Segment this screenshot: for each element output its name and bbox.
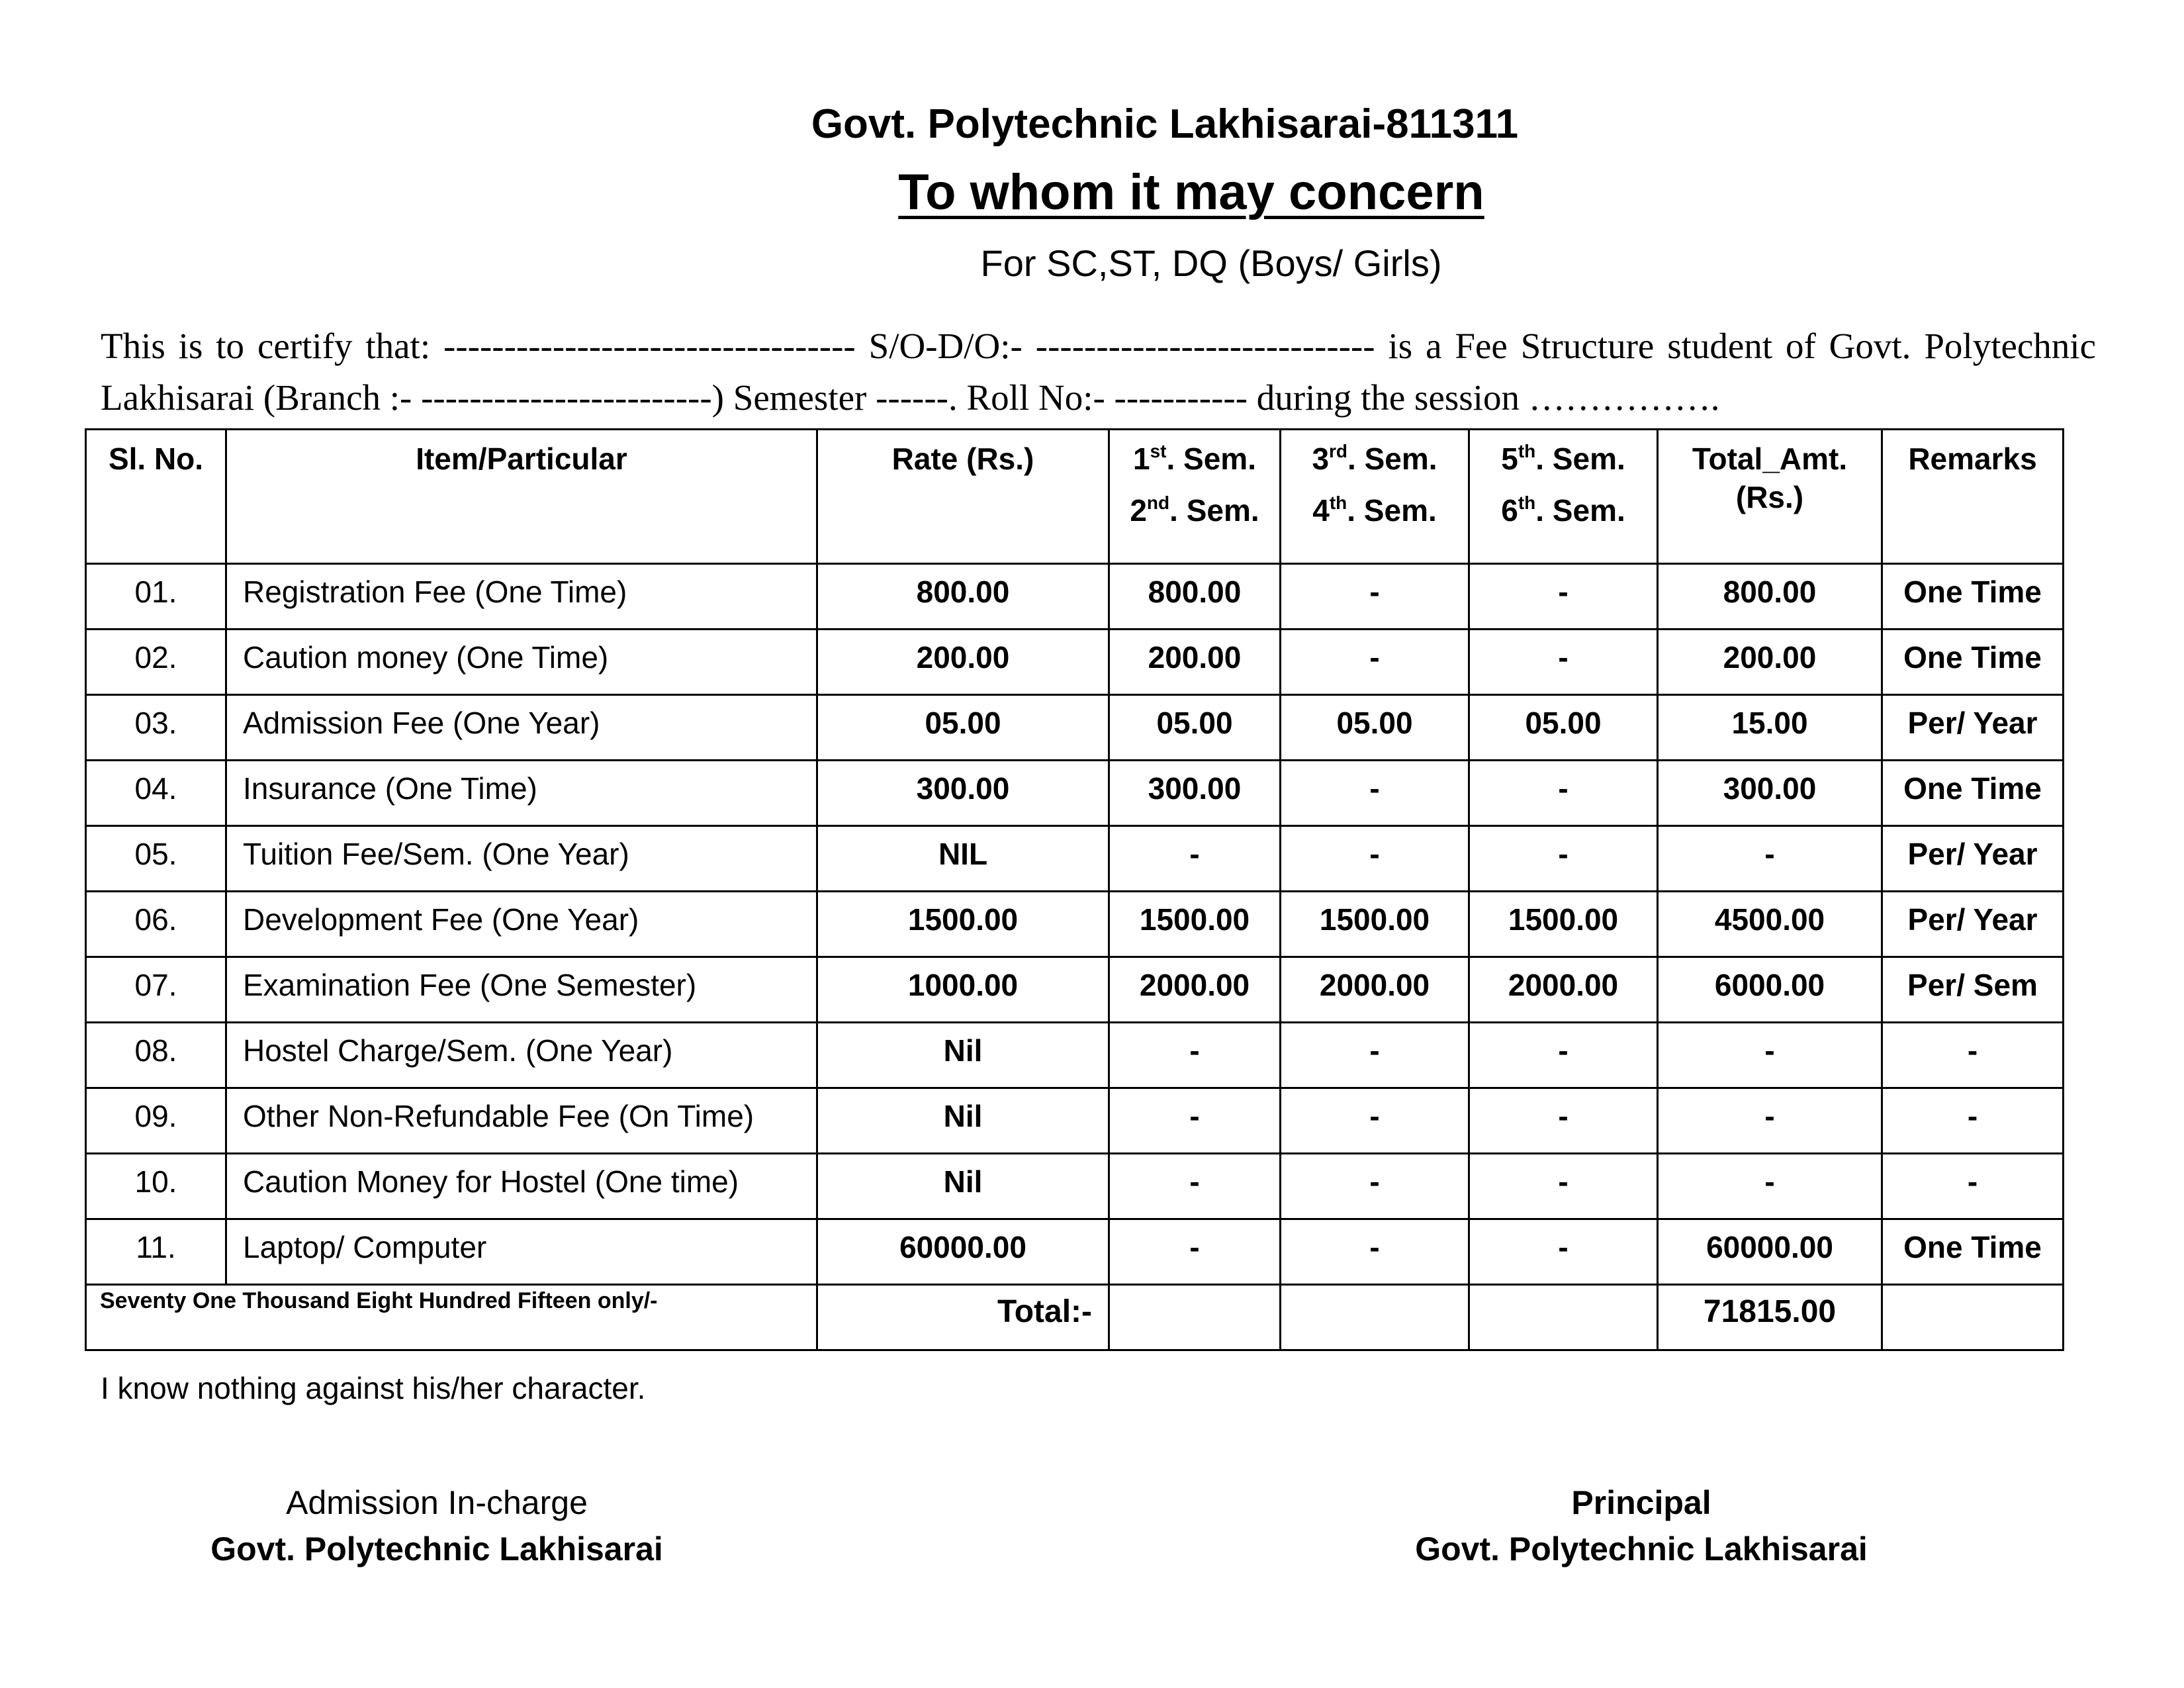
header-sem-5-6: 5th. Sem. 6th. Sem. xyxy=(1469,430,1658,564)
cell-sem-1-2: - xyxy=(1109,1023,1281,1088)
header-slno: Sl. No. xyxy=(86,430,226,564)
table-header-row xyxy=(86,430,2064,564)
table-row xyxy=(86,761,2064,826)
table-row xyxy=(86,826,2064,892)
cell-rate: 1000.00 xyxy=(817,957,1109,1023)
cell-sem-3-4: 1500.00 xyxy=(1281,892,1469,957)
total-empty-cell xyxy=(1469,1285,1658,1350)
signature-admission-incharge xyxy=(199,1479,675,1572)
cell-sem-1-2: 1500.00 xyxy=(1109,892,1281,957)
cell-total: 6000.00 xyxy=(1658,957,1882,1023)
cell-rate: 1500.00 xyxy=(817,892,1109,957)
grand-total: 71815.00 xyxy=(1658,1285,1882,1350)
cell-sem-3-4: - xyxy=(1281,761,1469,826)
cell-item: Caution money (One Time) xyxy=(226,630,817,695)
cell-sem-5-6: - xyxy=(1469,826,1658,892)
table-row xyxy=(86,957,2064,1023)
fee-structure-table xyxy=(85,428,2064,1351)
cell-total: - xyxy=(1658,1023,1882,1088)
cell-slno: 11. xyxy=(86,1219,226,1285)
cell-item: Tuition Fee/Sem. (One Year) xyxy=(226,826,817,892)
cell-sem-5-6: - xyxy=(1469,1023,1658,1088)
document-title: To whom it may concern xyxy=(898,164,1484,220)
cell-total: 15.00 xyxy=(1658,695,1882,761)
cell-total: - xyxy=(1658,826,1882,892)
cell-total: 60000.00 xyxy=(1658,1219,1882,1285)
cell-rate: 60000.00 xyxy=(817,1219,1109,1285)
cell-item: Caution Money for Hostel (One time) xyxy=(226,1154,817,1219)
cell-sem-3-4: 05.00 xyxy=(1281,695,1469,761)
cell-sem-1-2: - xyxy=(1109,826,1281,892)
cell-sem-3-4: - xyxy=(1281,1154,1469,1219)
cell-rate: 200.00 xyxy=(817,630,1109,695)
table-row xyxy=(86,1154,2064,1219)
cell-remarks: One Time xyxy=(1882,564,2064,630)
signature-org: Govt. Polytechnic Lakhisarai xyxy=(210,1530,663,1568)
table-total-row xyxy=(86,1285,2064,1350)
table-row xyxy=(86,564,2064,630)
character-remark: I know nothing against his/her character. xyxy=(101,1371,646,1405)
cell-sem-5-6: - xyxy=(1469,630,1658,695)
cell-sem-3-4: - xyxy=(1281,1023,1469,1088)
cell-slno: 05. xyxy=(86,826,226,892)
cell-slno: 03. xyxy=(86,695,226,761)
cell-sem-1-2: - xyxy=(1109,1219,1281,1285)
cell-item: Laptop/ Computer xyxy=(226,1219,817,1285)
table-row xyxy=(86,1088,2064,1154)
cell-rate: 300.00 xyxy=(817,761,1109,826)
total-empty-cell xyxy=(1109,1285,1281,1350)
total-empty-cell xyxy=(1281,1285,1469,1350)
table-row xyxy=(86,1023,2064,1088)
cell-sem-5-6: 2000.00 xyxy=(1469,957,1658,1023)
cell-rate: 800.00 xyxy=(817,564,1109,630)
cell-item: Registration Fee (One Time) xyxy=(226,564,817,630)
cell-slno: 07. xyxy=(86,957,226,1023)
header-total: Total_Amt. (Rs.) xyxy=(1658,430,1882,564)
cell-remarks: Per/ Sem xyxy=(1882,957,2064,1023)
cell-sem-3-4: - xyxy=(1281,630,1469,695)
cell-sem-5-6: - xyxy=(1469,564,1658,630)
cell-sem-5-6: - xyxy=(1469,1219,1658,1285)
cell-item: Other Non-Refundable Fee (On Time) xyxy=(226,1088,817,1154)
cell-sem-1-2: 05.00 xyxy=(1109,695,1281,761)
institute-heading: Govt. Polytechnic Lakhisarai-811311 xyxy=(811,101,1519,147)
cell-sem-1-2: 200.00 xyxy=(1109,630,1281,695)
header-sem-1-2: 1st. Sem. 2nd. Sem. xyxy=(1109,430,1281,564)
cell-remarks: Per/ Year xyxy=(1882,892,2064,957)
cell-total: 4500.00 xyxy=(1658,892,1882,957)
cell-remarks: One Time xyxy=(1882,630,2064,695)
signature-title: Principal xyxy=(1571,1484,1711,1521)
cell-remarks: One Time xyxy=(1882,761,2064,826)
cell-remarks: - xyxy=(1882,1088,2064,1154)
cell-item: Insurance (One Time) xyxy=(226,761,817,826)
table-row xyxy=(86,695,2064,761)
table-row xyxy=(86,1219,2064,1285)
header-rate: Rate (Rs.) xyxy=(817,430,1109,564)
cell-rate: 05.00 xyxy=(817,695,1109,761)
cell-rate: NIL xyxy=(817,826,1109,892)
cell-rate: Nil xyxy=(817,1154,1109,1219)
cell-item: Development Fee (One Year) xyxy=(226,892,817,957)
cell-sem-5-6: - xyxy=(1469,1154,1658,1219)
cell-sem-3-4: - xyxy=(1281,564,1469,630)
cell-sem-5-6: 1500.00 xyxy=(1469,892,1658,957)
certificate-text: This is to certify that: ---------------------------------- S/O-D/O:- ---------------------------- is a Fee Structure student of Govt. Polytechnic Lakhisarai (Branch :- ------------------------) Semester ------. Roll No:- ----------- during the session ……………. xyxy=(101,326,2096,418)
cell-total: - xyxy=(1658,1088,1882,1154)
cell-sem-3-4: - xyxy=(1281,1219,1469,1285)
signature-title: Admission In-charge xyxy=(286,1484,588,1521)
cell-total: - xyxy=(1658,1154,1882,1219)
cell-item: Examination Fee (One Semester) xyxy=(226,957,817,1023)
cell-sem-1-2: 300.00 xyxy=(1109,761,1281,826)
cell-slno: 06. xyxy=(86,892,226,957)
cell-remarks: One Time xyxy=(1882,1219,2064,1285)
cell-sem-3-4: 2000.00 xyxy=(1281,957,1469,1023)
signature-principal xyxy=(1403,1479,1880,1572)
cell-item: Admission Fee (One Year) xyxy=(226,695,817,761)
cell-sem-5-6: - xyxy=(1469,761,1658,826)
cell-item: Hostel Charge/Sem. (One Year) xyxy=(226,1023,817,1088)
cell-sem-3-4: - xyxy=(1281,1088,1469,1154)
cell-slno: 10. xyxy=(86,1154,226,1219)
signature-org: Govt. Polytechnic Lakhisarai xyxy=(1415,1530,1868,1568)
category-subtitle: For SC,ST, DQ (Boys/ Girls) xyxy=(980,242,1442,284)
cell-sem-5-6: - xyxy=(1469,1088,1658,1154)
cell-remarks: Per/ Year xyxy=(1882,826,2064,892)
cell-slno: 01. xyxy=(86,564,226,630)
cell-sem-1-2: - xyxy=(1109,1154,1281,1219)
cell-remarks: Per/ Year xyxy=(1882,695,2064,761)
cell-sem-3-4: - xyxy=(1281,826,1469,892)
cell-total: 800.00 xyxy=(1658,564,1882,630)
total-label: Total:- xyxy=(817,1285,1109,1350)
cell-slno: 04. xyxy=(86,761,226,826)
total-in-words: Seventy One Thousand Eight Hundred Fifteen only/- xyxy=(86,1285,817,1350)
header-item: Item/Particular xyxy=(226,430,817,564)
header-sem-3-4: 3rd. Sem. 4th. Sem. xyxy=(1281,430,1469,564)
cell-slno: 02. xyxy=(86,630,226,695)
cell-total: 300.00 xyxy=(1658,761,1882,826)
cell-sem-5-6: 05.00 xyxy=(1469,695,1658,761)
cell-total: 200.00 xyxy=(1658,630,1882,695)
cell-sem-1-2: 800.00 xyxy=(1109,564,1281,630)
table-row xyxy=(86,630,2064,695)
cell-slno: 09. xyxy=(86,1088,226,1154)
header-remarks: Remarks xyxy=(1882,430,2064,564)
cell-remarks: - xyxy=(1882,1023,2064,1088)
cell-rate: Nil xyxy=(817,1088,1109,1154)
cell-slno: 08. xyxy=(86,1023,226,1088)
cell-sem-1-2: 2000.00 xyxy=(1109,957,1281,1023)
cell-remarks: - xyxy=(1882,1154,2064,1219)
cell-rate: Nil xyxy=(817,1023,1109,1088)
cell-sem-1-2: - xyxy=(1109,1088,1281,1154)
total-empty-cell xyxy=(1882,1285,2064,1350)
table-row xyxy=(86,892,2064,957)
